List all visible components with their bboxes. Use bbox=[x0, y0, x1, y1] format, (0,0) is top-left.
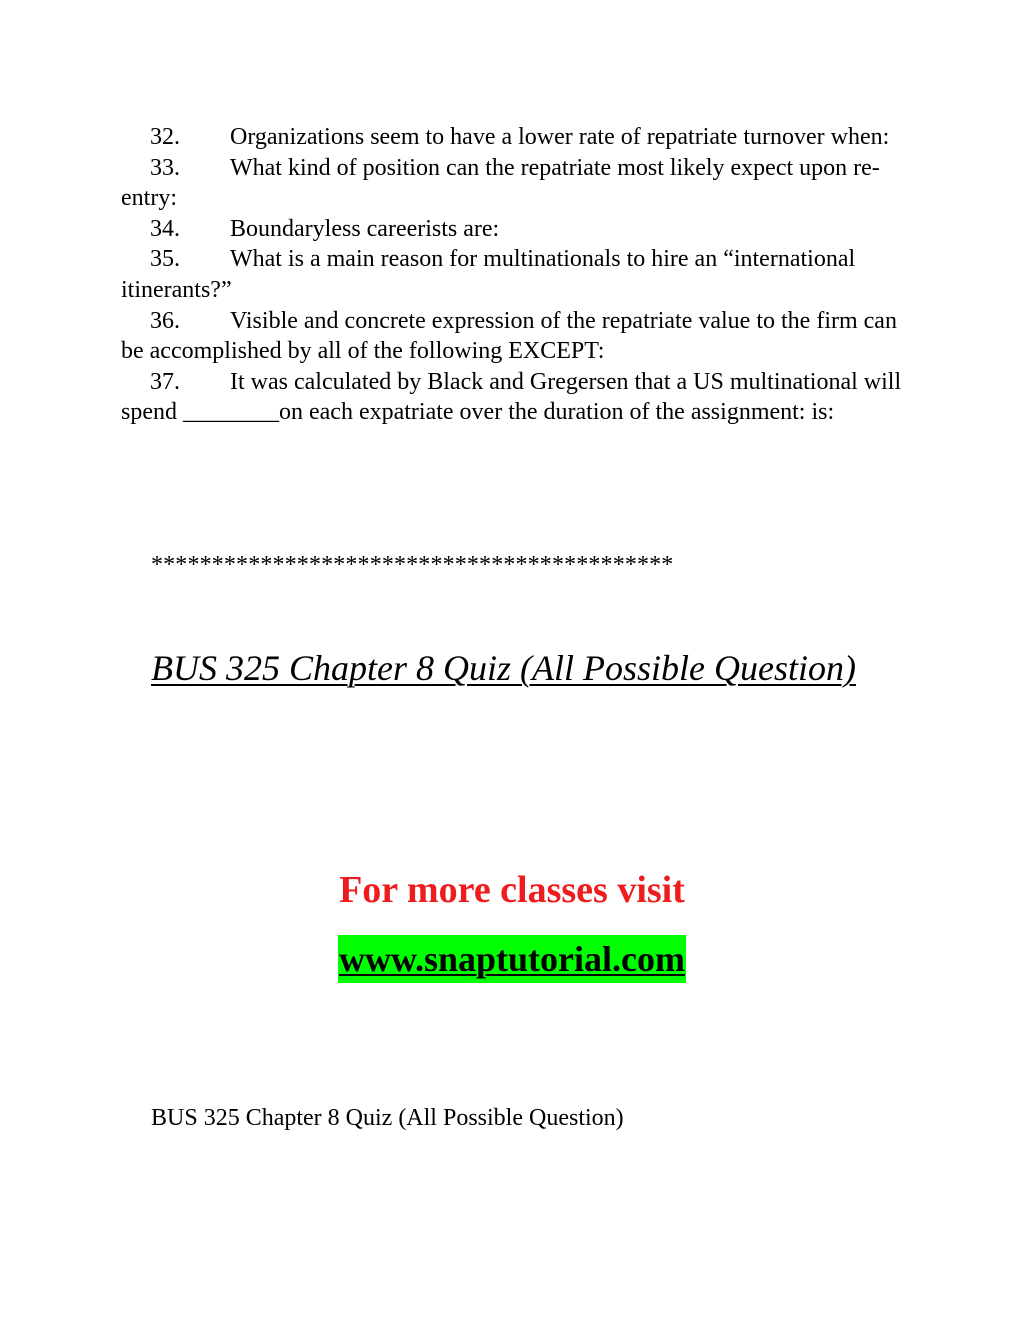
question-text: It was calculated by Black and Gregersen that a US multinational will spend ________on each expatriate over the duration of the assignment: is: bbox=[121, 368, 902, 426]
question-text: What is a main reason for multinationals to hire an “international itinerants?” bbox=[121, 246, 856, 303]
question-number: 33. bbox=[150, 154, 180, 181]
question-item bbox=[121, 214, 911, 245]
asterisk-separator: ******************************************* bbox=[151, 552, 674, 578]
question-number: 35. bbox=[150, 246, 180, 273]
question-item bbox=[121, 306, 911, 367]
question-number: 37. bbox=[150, 368, 180, 395]
question-list bbox=[121, 122, 911, 428]
question-item bbox=[121, 244, 911, 305]
question-number: 34. bbox=[150, 215, 180, 242]
question-text: Boundaryless careerists are: bbox=[230, 215, 500, 242]
question-item bbox=[121, 122, 911, 153]
promo-text: For more classes visit bbox=[339, 869, 685, 911]
question-number: 36. bbox=[150, 307, 180, 334]
question-text: Organizations seem to have a lower rate of repatriate turnover when: bbox=[230, 124, 890, 150]
question-item bbox=[121, 153, 911, 214]
question-text: What kind of position can the repatriate most likely expect upon re-entry: bbox=[121, 154, 880, 212]
site-link-wrapper bbox=[0, 935, 1024, 983]
question-item bbox=[121, 367, 911, 428]
quiz-heading: BUS 325 Chapter 8 Quiz (All Possible Question) bbox=[151, 648, 856, 688]
footer-title: BUS 325 Chapter 8 Quiz (All Possible Question) bbox=[151, 1105, 624, 1131]
question-number: 32. bbox=[150, 124, 180, 150]
site-link[interactable]: www.snaptutorial.com bbox=[338, 935, 686, 983]
question-text: Visible and concrete expression of the repatriate value to the firm can be accomplished by all of the following EXCEPT: bbox=[121, 307, 897, 365]
